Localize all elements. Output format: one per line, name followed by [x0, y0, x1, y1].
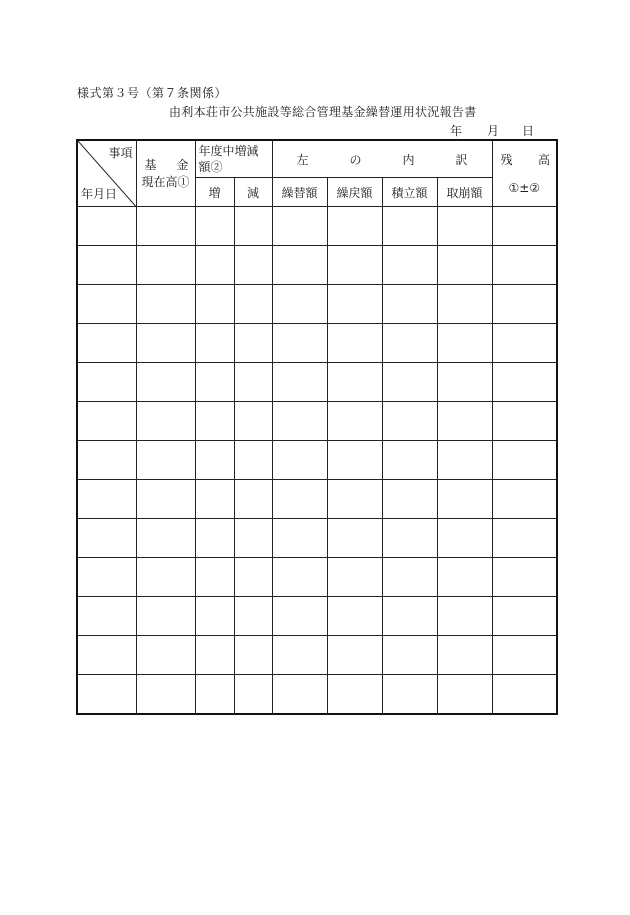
table-cell[interactable] [77, 207, 136, 246]
table-cell[interactable] [327, 480, 382, 519]
table-cell[interactable] [136, 636, 195, 675]
breakdown-char: 内 [402, 152, 415, 167]
table-cell[interactable] [272, 207, 327, 246]
table-cell[interactable] [327, 207, 382, 246]
table-cell[interactable] [77, 324, 136, 363]
table-cell[interactable] [492, 558, 557, 597]
table-cell[interactable] [492, 636, 557, 675]
table-cell[interactable] [327, 324, 382, 363]
table-cell[interactable] [234, 519, 272, 558]
table-cell[interactable] [195, 402, 234, 441]
date-year-label: 年 [450, 124, 463, 138]
table-cell[interactable] [77, 363, 136, 402]
breakdown-char: 左 [296, 152, 309, 167]
table-cell[interactable] [136, 519, 195, 558]
table-cell[interactable] [272, 558, 327, 597]
table-cell[interactable] [437, 324, 492, 363]
table-cell[interactable] [492, 207, 557, 246]
table-cell[interactable] [234, 402, 272, 441]
table-cell[interactable] [136, 285, 195, 324]
table-cell[interactable] [136, 558, 195, 597]
table-cell[interactable] [492, 246, 557, 285]
table-cell[interactable] [195, 324, 234, 363]
item-label: 事項 [108, 146, 133, 160]
table-cell[interactable] [136, 441, 195, 480]
table-cell[interactable] [136, 246, 195, 285]
table-cell[interactable] [382, 597, 437, 636]
table-cell[interactable] [195, 207, 234, 246]
table-cell[interactable] [234, 558, 272, 597]
table-cell[interactable] [492, 519, 557, 558]
table-row [77, 675, 557, 715]
table-cell[interactable] [327, 441, 382, 480]
table-row [77, 285, 557, 324]
table-row [77, 597, 557, 636]
table-cell[interactable] [234, 246, 272, 285]
return-amount-header: 繰戻額 [327, 178, 382, 207]
table-cell[interactable] [382, 324, 437, 363]
form-number-label: 様式第３号（第７条関係） [77, 86, 228, 100]
table-row [77, 636, 557, 675]
current-balance-label: 現在高① [141, 175, 190, 189]
table-cell[interactable] [382, 246, 437, 285]
table-cell[interactable] [437, 363, 492, 402]
table-cell[interactable] [234, 597, 272, 636]
table-cell[interactable] [195, 480, 234, 519]
table-cell[interactable] [382, 363, 437, 402]
table-cell[interactable] [234, 441, 272, 480]
reserve-amount-header: 積立額 [382, 178, 437, 207]
table-cell[interactable] [195, 519, 234, 558]
table-cell[interactable] [234, 636, 272, 675]
table-cell[interactable] [382, 636, 437, 675]
table-cell[interactable] [234, 207, 272, 246]
table-cell[interactable] [136, 597, 195, 636]
corner-diagonal-cell [77, 140, 136, 207]
table-cell[interactable] [136, 675, 195, 715]
breakdown-header [272, 140, 492, 178]
table-cell[interactable] [77, 519, 136, 558]
table-cell[interactable] [437, 441, 492, 480]
table-cell[interactable] [327, 363, 382, 402]
table-cell[interactable] [382, 558, 437, 597]
table-cell[interactable] [272, 441, 327, 480]
balance-label-char-2: 高 [538, 153, 551, 167]
table-cell[interactable] [136, 402, 195, 441]
table-cell[interactable] [136, 363, 195, 402]
table-cell[interactable] [437, 480, 492, 519]
table-cell[interactable] [195, 636, 234, 675]
table-cell[interactable] [492, 402, 557, 441]
transfer-amount-header: 繰替額 [272, 178, 327, 207]
table-cell[interactable] [77, 675, 136, 715]
table-cell[interactable] [492, 675, 557, 715]
table-cell[interactable] [437, 246, 492, 285]
table-row [77, 558, 557, 597]
table-cell[interactable] [437, 285, 492, 324]
table-cell[interactable] [195, 441, 234, 480]
table-cell[interactable] [382, 402, 437, 441]
table-cell[interactable] [77, 285, 136, 324]
table-cell[interactable] [327, 558, 382, 597]
table-row [77, 207, 557, 246]
date-column-label: 年月日 [81, 187, 118, 201]
table-cell[interactable] [437, 207, 492, 246]
table-cell[interactable] [272, 363, 327, 402]
balance-header [492, 140, 557, 207]
table-cell[interactable] [327, 636, 382, 675]
table-cell[interactable] [77, 441, 136, 480]
withdrawal-amount-header: 取崩額 [437, 178, 492, 207]
date-day-label: 日 [522, 124, 535, 138]
table-cell[interactable] [437, 636, 492, 675]
table-cell[interactable] [272, 597, 327, 636]
table-cell[interactable] [234, 285, 272, 324]
table-cell[interactable] [272, 246, 327, 285]
table-row [77, 402, 557, 441]
table-cell[interactable] [234, 324, 272, 363]
table-row [77, 480, 557, 519]
table-cell[interactable] [234, 675, 272, 715]
table-cell[interactable] [195, 675, 234, 715]
table-cell[interactable] [382, 480, 437, 519]
breakdown-char: 訳 [455, 152, 468, 167]
table-cell[interactable] [77, 558, 136, 597]
table-cell[interactable] [327, 246, 382, 285]
table-cell[interactable] [195, 246, 234, 285]
table-row [77, 363, 557, 402]
table-cell[interactable] [136, 480, 195, 519]
table-cell[interactable] [195, 285, 234, 324]
table-cell[interactable] [382, 285, 437, 324]
table-cell[interactable] [437, 597, 492, 636]
table-cell[interactable] [327, 285, 382, 324]
table-row [77, 519, 557, 558]
table-cell[interactable] [272, 480, 327, 519]
decrease-header: 減 [234, 178, 272, 207]
table-cell[interactable] [437, 402, 492, 441]
table-cell[interactable] [492, 363, 557, 402]
table-cell[interactable] [327, 402, 382, 441]
table-cell[interactable] [77, 246, 136, 285]
table-cell[interactable] [492, 597, 557, 636]
table-cell[interactable] [272, 519, 327, 558]
table-cell[interactable] [382, 207, 437, 246]
document-title: 由利本荘市公共施設等総合管理基金繰替運用状況報告書 [169, 105, 477, 119]
header-row-1 [77, 140, 557, 178]
table-cell[interactable] [272, 402, 327, 441]
date-month-label: 月 [487, 124, 500, 138]
table-cell[interactable] [382, 519, 437, 558]
table-cell[interactable] [327, 675, 382, 715]
increase-header: 増 [195, 178, 234, 207]
table-cell[interactable] [195, 558, 234, 597]
table-cell[interactable] [77, 636, 136, 675]
table-cell[interactable] [136, 324, 195, 363]
table-row [77, 441, 557, 480]
table-cell[interactable] [437, 519, 492, 558]
table-row [77, 246, 557, 285]
table-cell[interactable] [272, 636, 327, 675]
fund-label-char-1: 基 [144, 158, 157, 172]
table-cell[interactable] [234, 480, 272, 519]
table-row [77, 324, 557, 363]
annual-change-header: 年度中増減額② [195, 140, 272, 178]
breakdown-char: の [349, 152, 362, 167]
table-cell[interactable] [272, 324, 327, 363]
table-cell[interactable] [272, 675, 327, 715]
table-cell[interactable] [136, 207, 195, 246]
table-cell[interactable] [327, 519, 382, 558]
fund-balance-header [136, 140, 195, 207]
balance-formula: ①±② [508, 181, 541, 195]
table-cell[interactable] [195, 597, 234, 636]
table-cell[interactable] [382, 675, 437, 715]
table-cell[interactable] [195, 363, 234, 402]
table-cell[interactable] [437, 675, 492, 715]
table-cell[interactable] [492, 480, 557, 519]
table-cell[interactable] [492, 441, 557, 480]
table-cell[interactable] [437, 558, 492, 597]
table-cell[interactable] [234, 363, 272, 402]
table-cell[interactable] [77, 402, 136, 441]
table-cell[interactable] [77, 480, 136, 519]
table-cell[interactable] [327, 597, 382, 636]
balance-label-char-1: 残 [500, 153, 513, 167]
table-cell[interactable] [492, 285, 557, 324]
table-cell[interactable] [492, 324, 557, 363]
table-cell[interactable] [382, 441, 437, 480]
table-cell[interactable] [272, 285, 327, 324]
table-cell[interactable] [77, 597, 136, 636]
report-table [76, 139, 558, 715]
fund-label-char-2: 金 [176, 158, 189, 172]
